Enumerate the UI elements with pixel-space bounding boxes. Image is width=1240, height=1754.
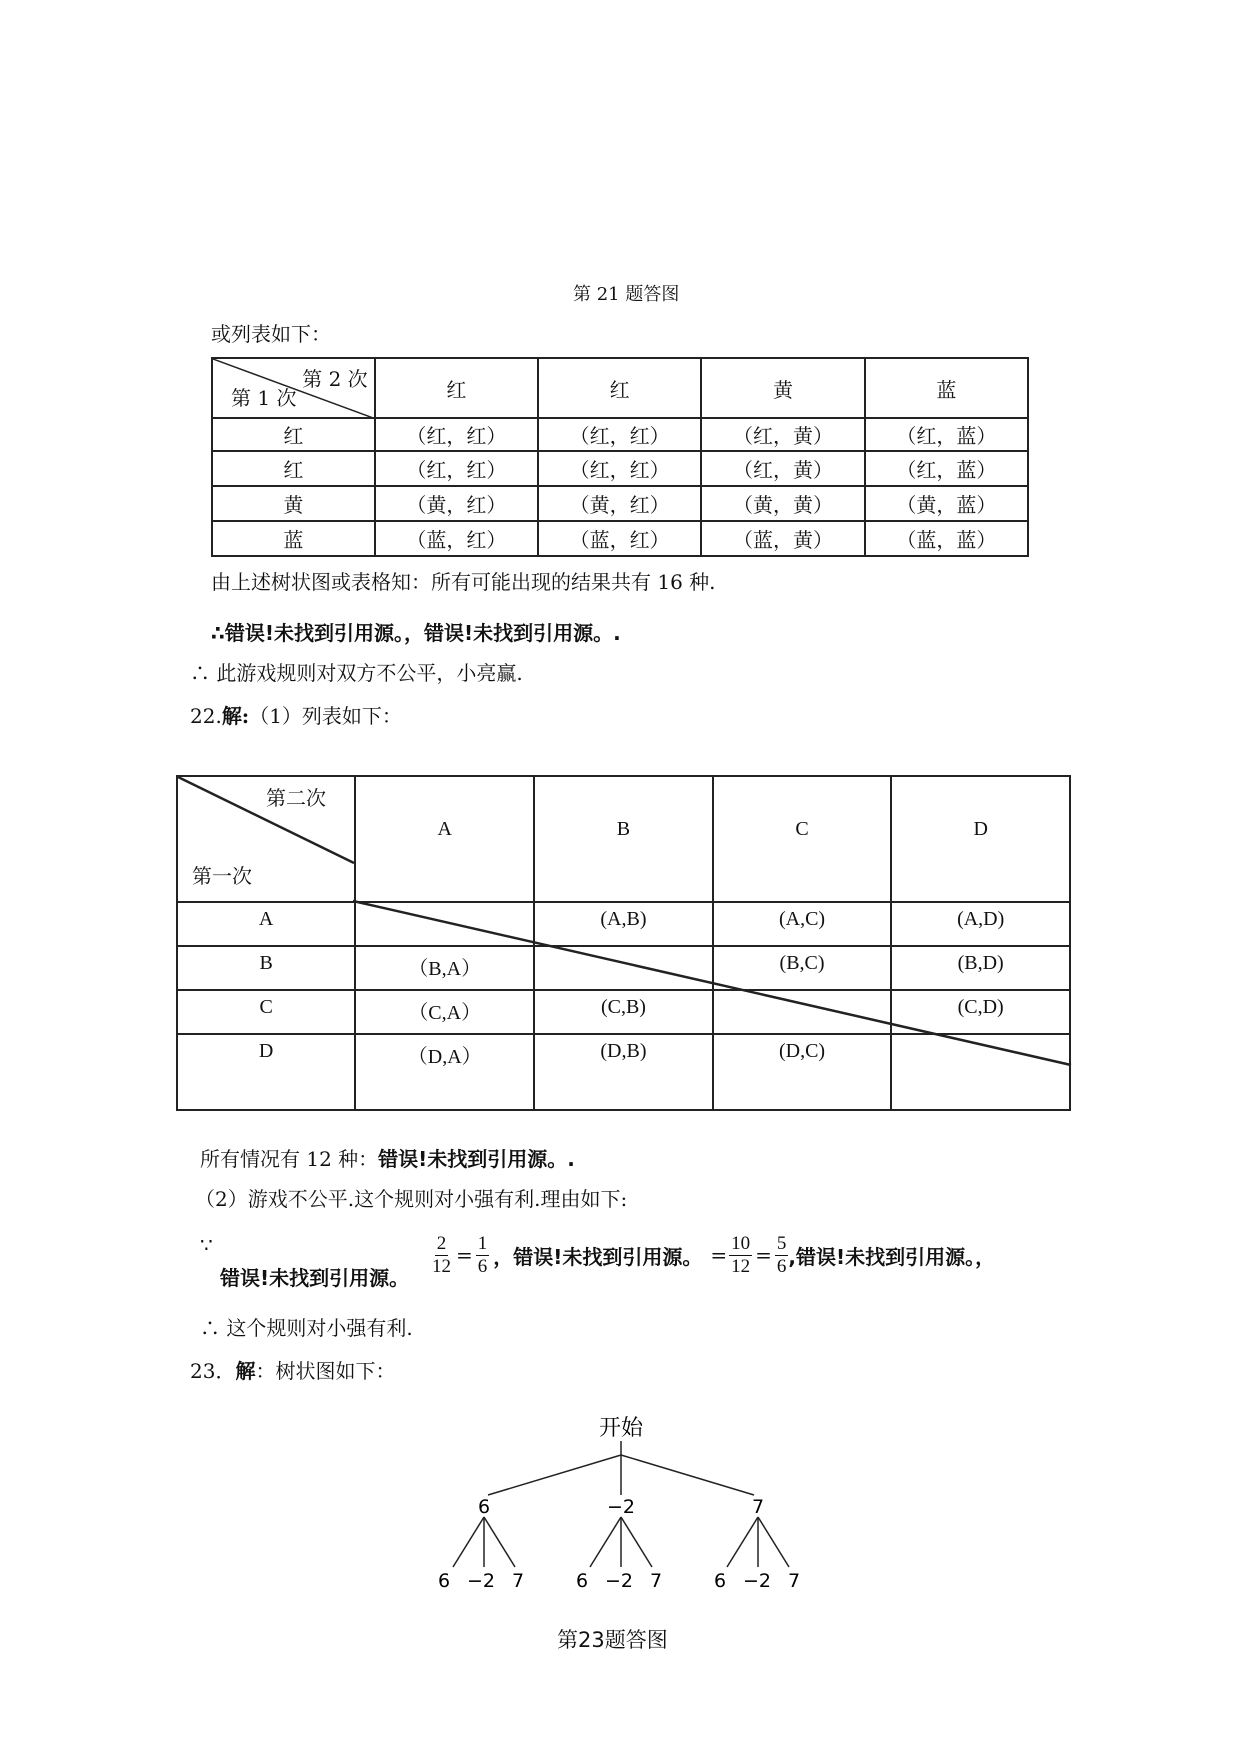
table-row bbox=[212, 418, 1028, 451]
tree-node: 6 bbox=[477, 1496, 491, 1518]
table-cell: (C,B) bbox=[534, 990, 713, 1034]
question-22-heading bbox=[190, 700, 402, 729]
error-reference: ，错误!未找到引用源。 bbox=[493, 1244, 703, 1269]
column-header: D bbox=[891, 776, 1070, 902]
tree-leaf: 6 bbox=[575, 1570, 589, 1592]
tree-leaf: −2 bbox=[742, 1570, 772, 1592]
equals-sign: = bbox=[456, 1243, 473, 1268]
corner-header-left: 第 1 次 bbox=[231, 386, 297, 410]
equals-sign: = bbox=[755, 1243, 772, 1268]
table-cell: （红，黄） bbox=[701, 451, 864, 486]
table-cell: （红，红） bbox=[375, 451, 538, 486]
tree-diagram bbox=[420, 1405, 820, 1605]
error-reference-line: ∴错误!未找到引用源。，错误!未找到引用源。. bbox=[211, 621, 621, 645]
tree-leaf: −2 bbox=[604, 1570, 634, 1592]
error-reference: 错误!未找到引用源。 bbox=[220, 1266, 410, 1290]
error-reference: 错误!未找到引用源。. bbox=[378, 1147, 575, 1171]
tree-leaf: 7 bbox=[511, 1570, 525, 1592]
table-diagonal-line bbox=[176, 775, 1072, 1111]
because-symbol: ∵ bbox=[200, 1233, 213, 1257]
table-cell: （蓝，红） bbox=[375, 521, 538, 556]
table-intro: 或列表如下： bbox=[211, 322, 331, 346]
table-cell: (B,D) bbox=[891, 946, 1070, 990]
solve-label: 解 bbox=[235, 1359, 256, 1383]
tree-leaf: 7 bbox=[649, 1570, 663, 1592]
part-2-statement: （2）游戏不公平.这个规则对小强有利.理由如下: bbox=[195, 1187, 628, 1211]
table-cell: （红，红） bbox=[375, 418, 538, 451]
column-header: A bbox=[355, 776, 534, 902]
question-number: 23． bbox=[190, 1359, 236, 1383]
fraction: $\frac{2}{12}$ bbox=[432, 1233, 451, 1277]
table-corner-cell bbox=[212, 358, 375, 418]
tree-leaf: 6 bbox=[437, 1570, 451, 1592]
solve-label: 解: bbox=[221, 704, 250, 728]
row-label: C bbox=[177, 990, 355, 1034]
fraction: $\frac{10}{12}$ bbox=[731, 1233, 751, 1277]
error-reference: ,错误!未找到引用源。， bbox=[788, 1244, 996, 1269]
figure-caption-21: 第 21 题答图 bbox=[573, 284, 680, 305]
conclusion-21: ∴ 此游戏规则对双方不公平，小亮赢. bbox=[190, 661, 523, 685]
tree-node: 7 bbox=[751, 1496, 765, 1518]
column-header: B bbox=[534, 776, 713, 902]
table-cell: （黄，红） bbox=[538, 486, 701, 521]
table-row bbox=[212, 486, 1028, 521]
column-header: C bbox=[713, 776, 892, 902]
total-12-text: 所有情况有 12 种： bbox=[200, 1147, 379, 1171]
question-number: 22. bbox=[190, 704, 222, 728]
color-outcome-table bbox=[211, 357, 1029, 557]
table-cell: （蓝，蓝） bbox=[865, 521, 1028, 556]
table-cell: （黄，黄） bbox=[701, 486, 864, 521]
question-23-heading bbox=[190, 1355, 395, 1384]
table-cell: （蓝，黄） bbox=[701, 521, 864, 556]
tree-node: −2 bbox=[606, 1496, 636, 1518]
table-cell: （红，红） bbox=[538, 451, 701, 486]
figure-caption-23: 第23题答图 bbox=[557, 1628, 668, 1652]
question-intro: ：树状图如下： bbox=[255, 1359, 396, 1383]
row-label: 红 bbox=[212, 418, 375, 451]
row-label: A bbox=[177, 902, 355, 946]
table-cell: (A,D) bbox=[891, 902, 1070, 946]
row-label: 蓝 bbox=[212, 521, 375, 556]
row-label: D bbox=[177, 1034, 355, 1110]
table-cell: （红，红） bbox=[538, 418, 701, 451]
table-cell: (D,C) bbox=[713, 1034, 892, 1110]
column-header: 红 bbox=[538, 358, 701, 418]
summary-16: 由上述树状图或表格知：所有可能出现的结果共有 16 种. bbox=[211, 570, 716, 594]
table-cell: （B,A） bbox=[355, 946, 534, 990]
probability-equation bbox=[430, 1233, 995, 1278]
tree-root: 开始 bbox=[598, 1416, 644, 1441]
table-cell: (A,B) bbox=[534, 902, 713, 946]
tree-leaf: 6 bbox=[713, 1570, 727, 1592]
row-label: B bbox=[177, 946, 355, 990]
table-cell: （红，黄） bbox=[701, 418, 864, 451]
table-row bbox=[212, 451, 1028, 486]
table-cell: (B,C) bbox=[713, 946, 892, 990]
tree-leaf: −2 bbox=[466, 1570, 496, 1592]
table-cell: （蓝，红） bbox=[538, 521, 701, 556]
table-row bbox=[212, 521, 1028, 556]
row-label: 黄 bbox=[212, 486, 375, 521]
table-cell: （红，蓝） bbox=[865, 451, 1028, 486]
fraction: $\frac{5}{6}$ bbox=[776, 1233, 787, 1277]
table-cell: (D,B) bbox=[534, 1034, 713, 1110]
corner-header-left: 第一次 bbox=[192, 866, 252, 888]
table-cell: （C,A） bbox=[355, 990, 534, 1034]
tree-leaf: 7 bbox=[787, 1570, 801, 1592]
column-header: 红 bbox=[375, 358, 538, 418]
equals-sign: = bbox=[710, 1243, 728, 1268]
corner-header-top: 第二次 bbox=[266, 788, 326, 810]
table-cell: （红，蓝） bbox=[865, 418, 1028, 451]
fraction: $\frac{1}{6}$ bbox=[477, 1233, 488, 1277]
row-label: 红 bbox=[212, 451, 375, 486]
corner-header-top: 第 2 次 bbox=[302, 367, 368, 391]
table-cell: (C,D) bbox=[891, 990, 1070, 1034]
table-cell: （黄，红） bbox=[375, 486, 538, 521]
total-12-line bbox=[200, 1143, 575, 1172]
column-header: 蓝 bbox=[865, 358, 1028, 418]
column-header: 黄 bbox=[701, 358, 864, 418]
table-cell: （黄，蓝） bbox=[865, 486, 1028, 521]
conclusion-22: ∴ 这个规则对小强有利. bbox=[200, 1316, 413, 1340]
question-intro: （1）列表如下： bbox=[249, 704, 402, 728]
table-cell: (A,C) bbox=[713, 902, 892, 946]
table-cell: （D,A） bbox=[355, 1034, 534, 1110]
